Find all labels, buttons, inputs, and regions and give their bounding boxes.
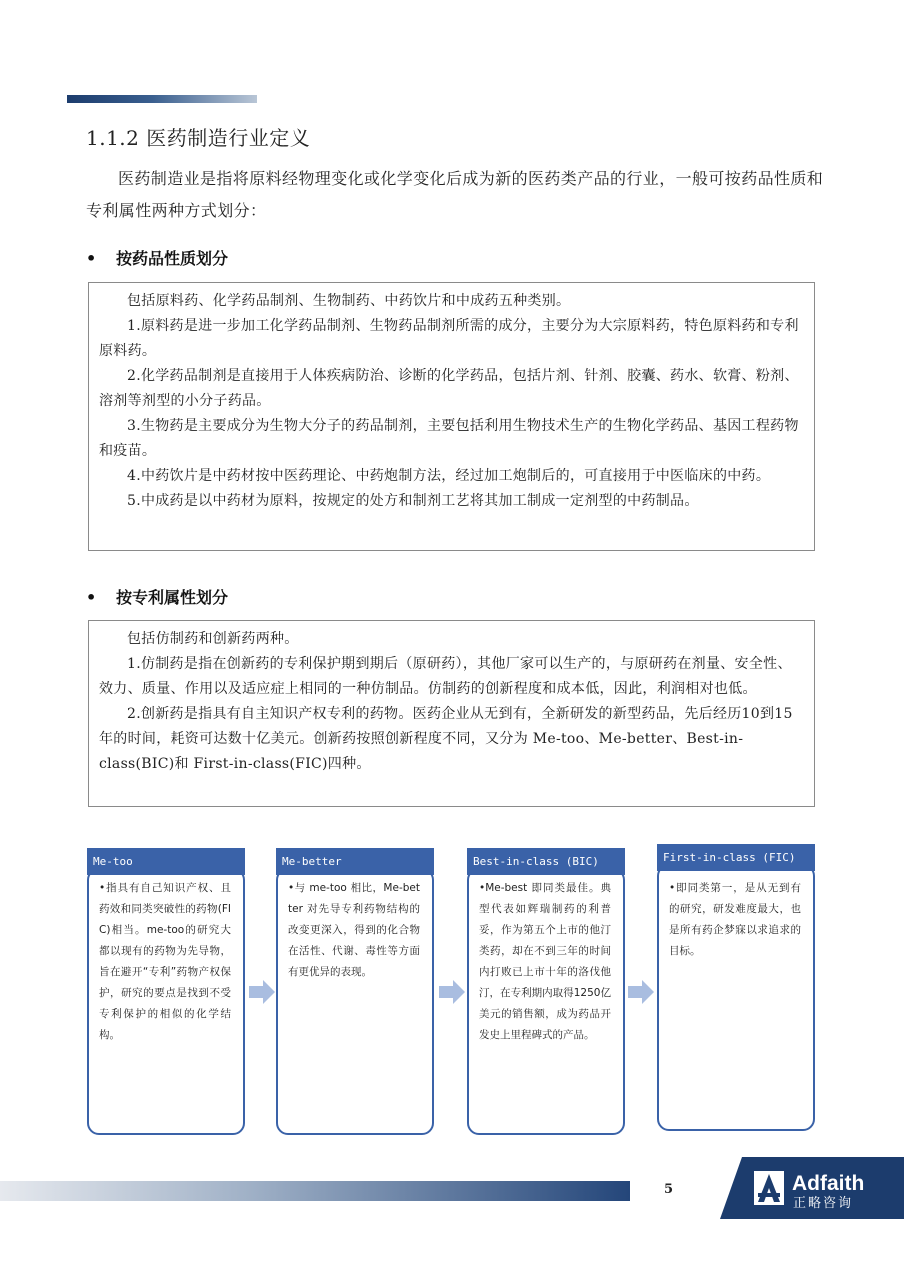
box1-paragraph: 包括原料药、化学药品制剂、生物制药、中药饮片和中成药五种类别。: [127, 293, 571, 309]
box2-paragraph: 包括仿制药和创新药两种。: [127, 631, 299, 647]
section1-heading-text: 按药品性质划分: [116, 249, 229, 268]
box1-paragraph: 1.原料药是进一步加工化学药品制剂、生物药品制剂所需的成分，主要分为大宗原料药，特色原料药和专利原料药。: [99, 318, 799, 359]
card-text: •即同类第一，是从无到有的研究，研发难度最大，也是所有药企梦寐以求追求的目标。: [669, 882, 801, 957]
adfaith-logo: [720, 1157, 904, 1219]
section2-heading: [86, 585, 228, 608]
bullet-icon: •: [86, 588, 97, 607]
card-title: Best-in-class (BIC): [467, 848, 625, 875]
footer-decoration-bar: [0, 1181, 630, 1201]
section-title: 1.1.2 医药制造行业定义: [86, 126, 311, 150]
card-text: •指具有自己知识产权、且药效和同类突破性的药物(FIC)相当。me-too的研究大都以现有的药物为先导物，旨在避开“专利”药物产权保护，研究的要点是找到不受专利保护的相似的化学结构。: [99, 882, 231, 1041]
logo-name: Adfaith: [792, 1172, 865, 1195]
card-title: First-in-class (FIC): [657, 844, 815, 871]
card-first-in-class: [657, 848, 815, 1135]
arrow-right-icon: [628, 980, 654, 1004]
card-text: •Me-best 即同类最佳。典型代表如辉瑞制药的利普妥，作为第五个上市的他汀类药，却在不到三年的时间内打败已上市十年的洛伐他汀，在专利期内取得1250亿美元的销售额，成为药品开发史上里程碑式的产品。: [479, 882, 611, 1041]
box1-paragraph: 4.中药饮片是中药材按中医药理论、中药炮制方法，经过加工炮制后的，可直接用于中医临床的中药。: [127, 468, 771, 484]
section2-heading-text: 按专利属性划分: [116, 588, 229, 607]
section1-heading: [86, 246, 228, 269]
box1-paragraph: 2.化学药品制剂是直接用于人体疾病防治、诊断的化学药品，包括片剂、针剂、胶囊、药水、软膏、粉剂、溶剂等剂型的小分子药品。: [99, 368, 799, 409]
logo-sub: 正略咨询: [793, 1196, 854, 1211]
card-best-in-class: [467, 848, 625, 1135]
arrow-right-icon: [249, 980, 275, 1004]
header-decoration-bar: [67, 95, 257, 103]
card-me-better: [276, 848, 434, 1135]
arrow-right-icon: [439, 980, 465, 1004]
card-text: •与 me-too 相比，Me-better 对先导专利药物结构的改变更深入，得到的化合物在活性、代谢、毒性等方面有更优异的表现。: [288, 882, 420, 978]
card-title: Me-better: [276, 848, 434, 875]
card-title: Me-too: [87, 848, 245, 875]
box2-paragraph: 1.仿制药是指在创新药的专利保护期到期后（原研药），其他厂家可以生产的，与原研药在剂量、安全性、效力、质量、作用以及适应症上相同的一种仿制品。仿制药的创新程度和成本低，因此，利润相对也低。: [99, 656, 792, 697]
bullet-icon: •: [86, 249, 97, 268]
card-me-too: [87, 848, 245, 1135]
patent-box: [88, 620, 815, 807]
intro-paragraph: 医药制造业是指将原料经物理变化或化学变化后成为新的医药类产品的行业，一般可按药品性质和专利属性两种方式划分：: [86, 169, 824, 220]
drug-nature-box: [88, 282, 815, 551]
page-number: 5: [664, 1182, 674, 1197]
box1-paragraph: 5.中成药是以中药材为原料，按规定的处方和制剂工艺将其加工制成一定剂型的中药制品。: [127, 493, 699, 509]
box1-paragraph: 3.生物药是主要成分为生物大分子的药品制剂，主要包括利用生物技术生产的生物化学药品、基因工程药物和疫苗。: [99, 418, 799, 459]
box2-paragraph: 2.创新药是指具有自主知识产权专利的药物。医药企业从无到有，全新研发的新型药品，先后经历10到15年的时间，耗资可达数十亿美元。创新药按照创新程度不同，又分为 Me-too、Me-better、Best-in-class(BIC)和 First-in-class(FIC)四种。: [99, 706, 793, 772]
